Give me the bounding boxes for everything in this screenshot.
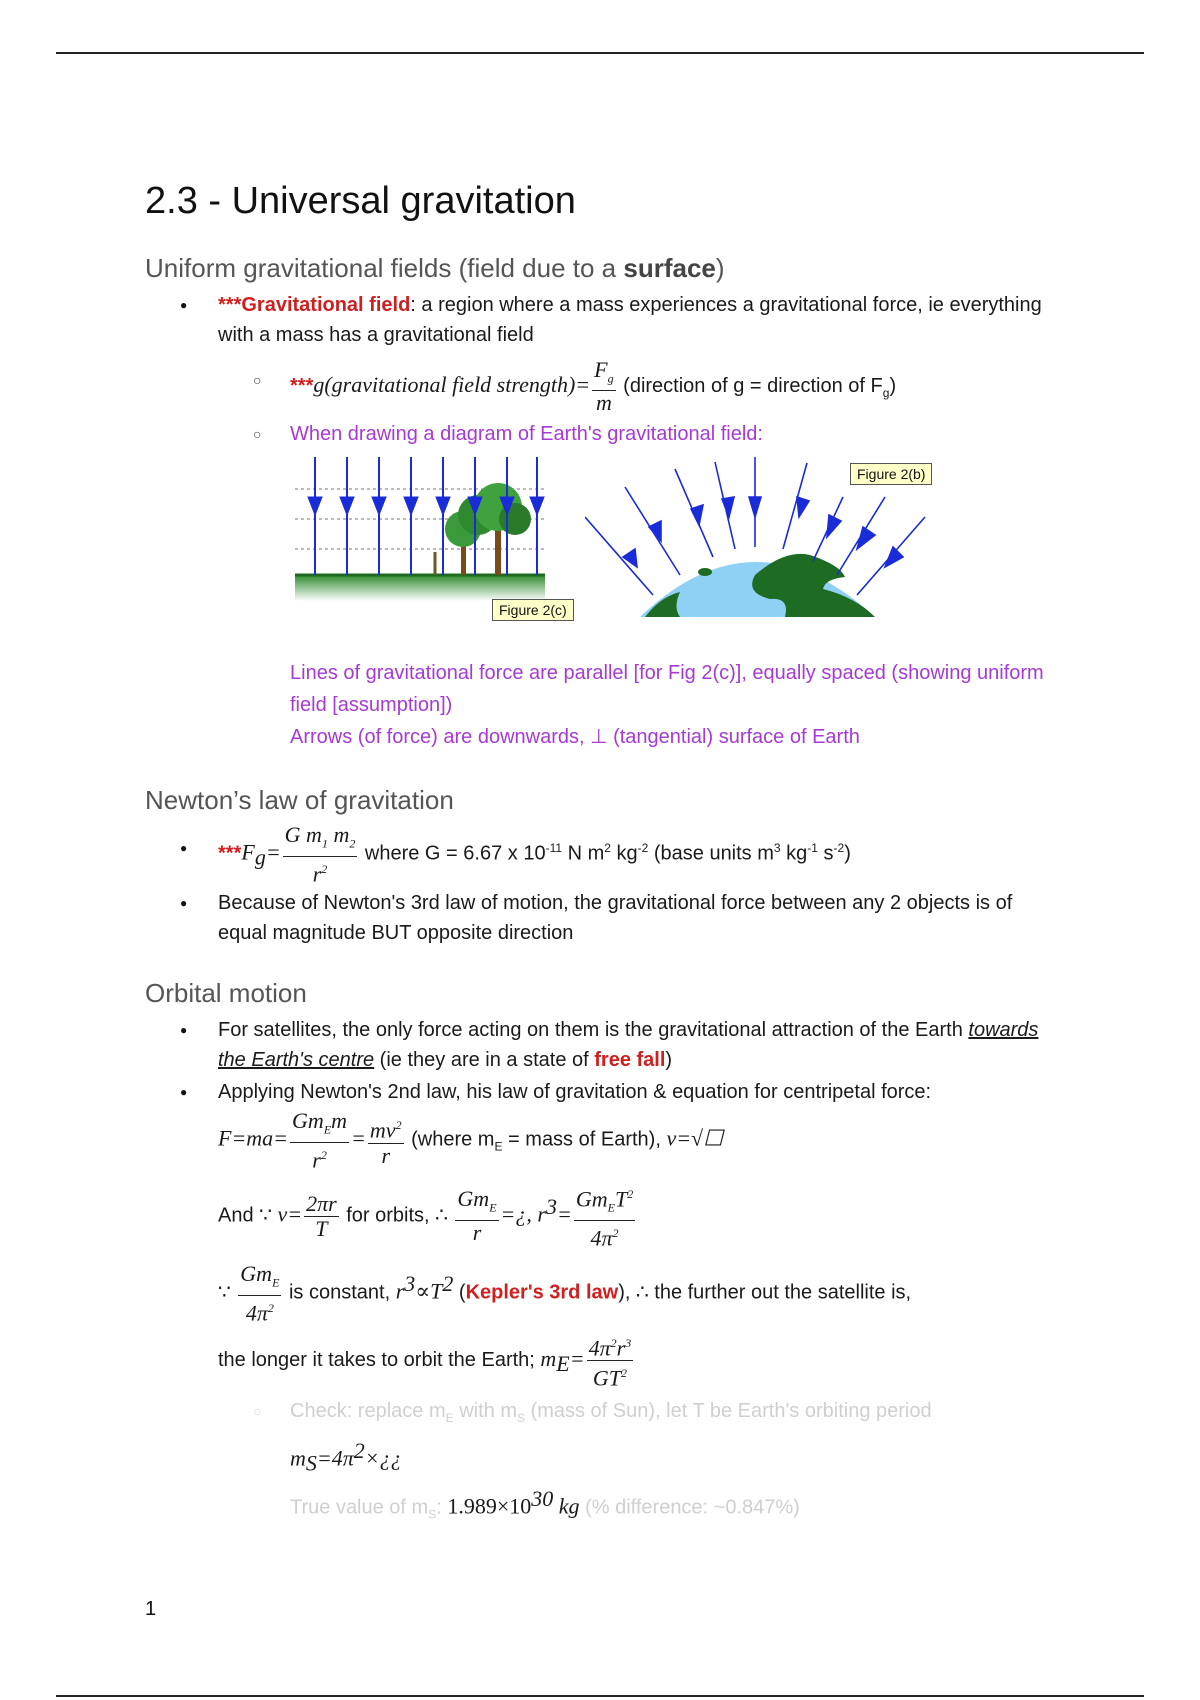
fraction-gmet2-over-4pi2: $\frac{Gm_ET^2}{4\pi^2}$ <box>574 1182 635 1250</box>
fraction-gme-over-r: $\frac{Gm_E}{r}$ <box>457 1186 497 1245</box>
heading-uniform-fields: Uniform gravitational fields (field due to a surface) <box>145 253 725 283</box>
bullet-newton-third-law: ● Because of Newton's 3rd law of motion, the gravitational force between any 2 objects is of equal magnitude BUT opposite direction <box>145 888 1065 948</box>
bullet-gravitational-field: ● ***Gravitational field: a region where a mass experiences a gravitational force, ie everything with a mass has a gravitational field <box>145 290 1065 350</box>
fraction-2pir-over-t: $\frac{2\pi r}{T}$ <box>306 1190 337 1241</box>
fraction-gme-m-over-r2: $\frac{Gm_Em}{r^2}$ <box>292 1108 348 1172</box>
bullet-applying-newton: ● Applying Newton's 2nd law, his law of gravitation & equation for centripetal force: <box>145 1077 1065 1107</box>
check-true-value: True value of $m_S$: $1.989\times 10^{30}$ kg (% difference: ~0.847%) <box>290 1486 800 1523</box>
equation-earth-mass: the longer it takes to orbit the Earth; $m_E=$ $\frac{4\pi^2r^3}{GT^2}$ <box>145 1327 1065 1396</box>
heading-orbital-motion: Orbital motion <box>145 978 307 1009</box>
fraction-mv2-over-r: $\frac{mv^2}{r}$ <box>368 1113 404 1167</box>
equation-kepler: ∵ $\frac{Gm_E}{4\pi^2}$ is constant, $r^3\propto T^2$ (Kepler's 3rd law), ∴ the further out the satellite is, <box>218 1261 912 1325</box>
fraction-gme-over-4pi2: $\frac{Gm_E}{4\pi^2}$ <box>240 1261 280 1325</box>
equation-centripetal: F=ma= $\frac{Gm_Em}{r^2}$ = $\frac{mv^2}{r}$ (where $m_E$ = mass of Earth), v=√☐ <box>218 1108 723 1172</box>
page-number: 1 <box>145 1598 157 1620</box>
sub-bullet-diagram-intro: ○ When drawing a diagram of Earth's gravitational field: <box>145 419 1065 449</box>
top-rule <box>56 52 1144 54</box>
fraction-gmm-over-r2: $\frac{G m_1 m_2}{r^2}$ <box>284 822 356 887</box>
note-parallel-lines: Lines of gravitational force are parallel [for Fig 2(c)], equally spaced (showing uniform field [assumption]) <box>290 662 1044 717</box>
page-title: 2.3 - Universal gravitation <box>145 180 576 222</box>
equation-orbits: And ∵ v= $\frac{2\pi r}{T}$ for orbits, ∴ $\frac{Gm_E}{r}$ =¿, $r^3=$ $\frac{Gm_ET^2}{4\pi^2}$ <box>145 1175 1065 1250</box>
check-equation: $m_S=4\pi^2\times¿¿$ <box>290 1437 402 1476</box>
sub-bullet-field-strength: ○ ***g(gravitational field strength)= $\frac{F_g}{m}$ (direction of g = direction of $F_g$) <box>145 358 1065 415</box>
heading-newtons-law: Newton’s law of gravitation <box>145 785 454 816</box>
fraction-fg-over-m: $\frac{F_g}{m}$ <box>594 357 614 416</box>
note-arrows-downwards: Arrows (of force) are downwards, ⊥ (tangential) surface of Earth <box>290 726 860 749</box>
sub-bullet-check: ○ Check: replace $m_E$ with $m_S$ (mass of Sun), let T be Earth's orbiting period <box>145 1396 1065 1433</box>
bottom-rule <box>56 1695 1144 1697</box>
figure-2c-caption: Figure 2(c) <box>492 599 574 621</box>
ground <box>295 575 545 601</box>
bullet-satellites: ● For satellites, the only force acting on them is the gravitational attraction of the Earth towards the Earth's centre (ie they are in a state of free fall) <box>145 1015 1065 1075</box>
figure-2b-caption: Figure 2(b) <box>850 463 932 485</box>
document-page <box>145 180 1065 1533</box>
fraction-4pi2r3-over-gt2: $\frac{4\pi^2r^3}{GT^2}$ <box>587 1331 634 1391</box>
bullet-newton-formula: ● $***F_g=$ $\frac{G m_1 m_2}{r^2}$ where G = 6.67 x $10^{-11}$ N $m^2$ $kg^{-2}$ (base units $m^3$ $kg^{-1}$ $s^{-2}$) <box>145 822 1065 886</box>
figures-gravitational-field <box>145 457 1065 647</box>
